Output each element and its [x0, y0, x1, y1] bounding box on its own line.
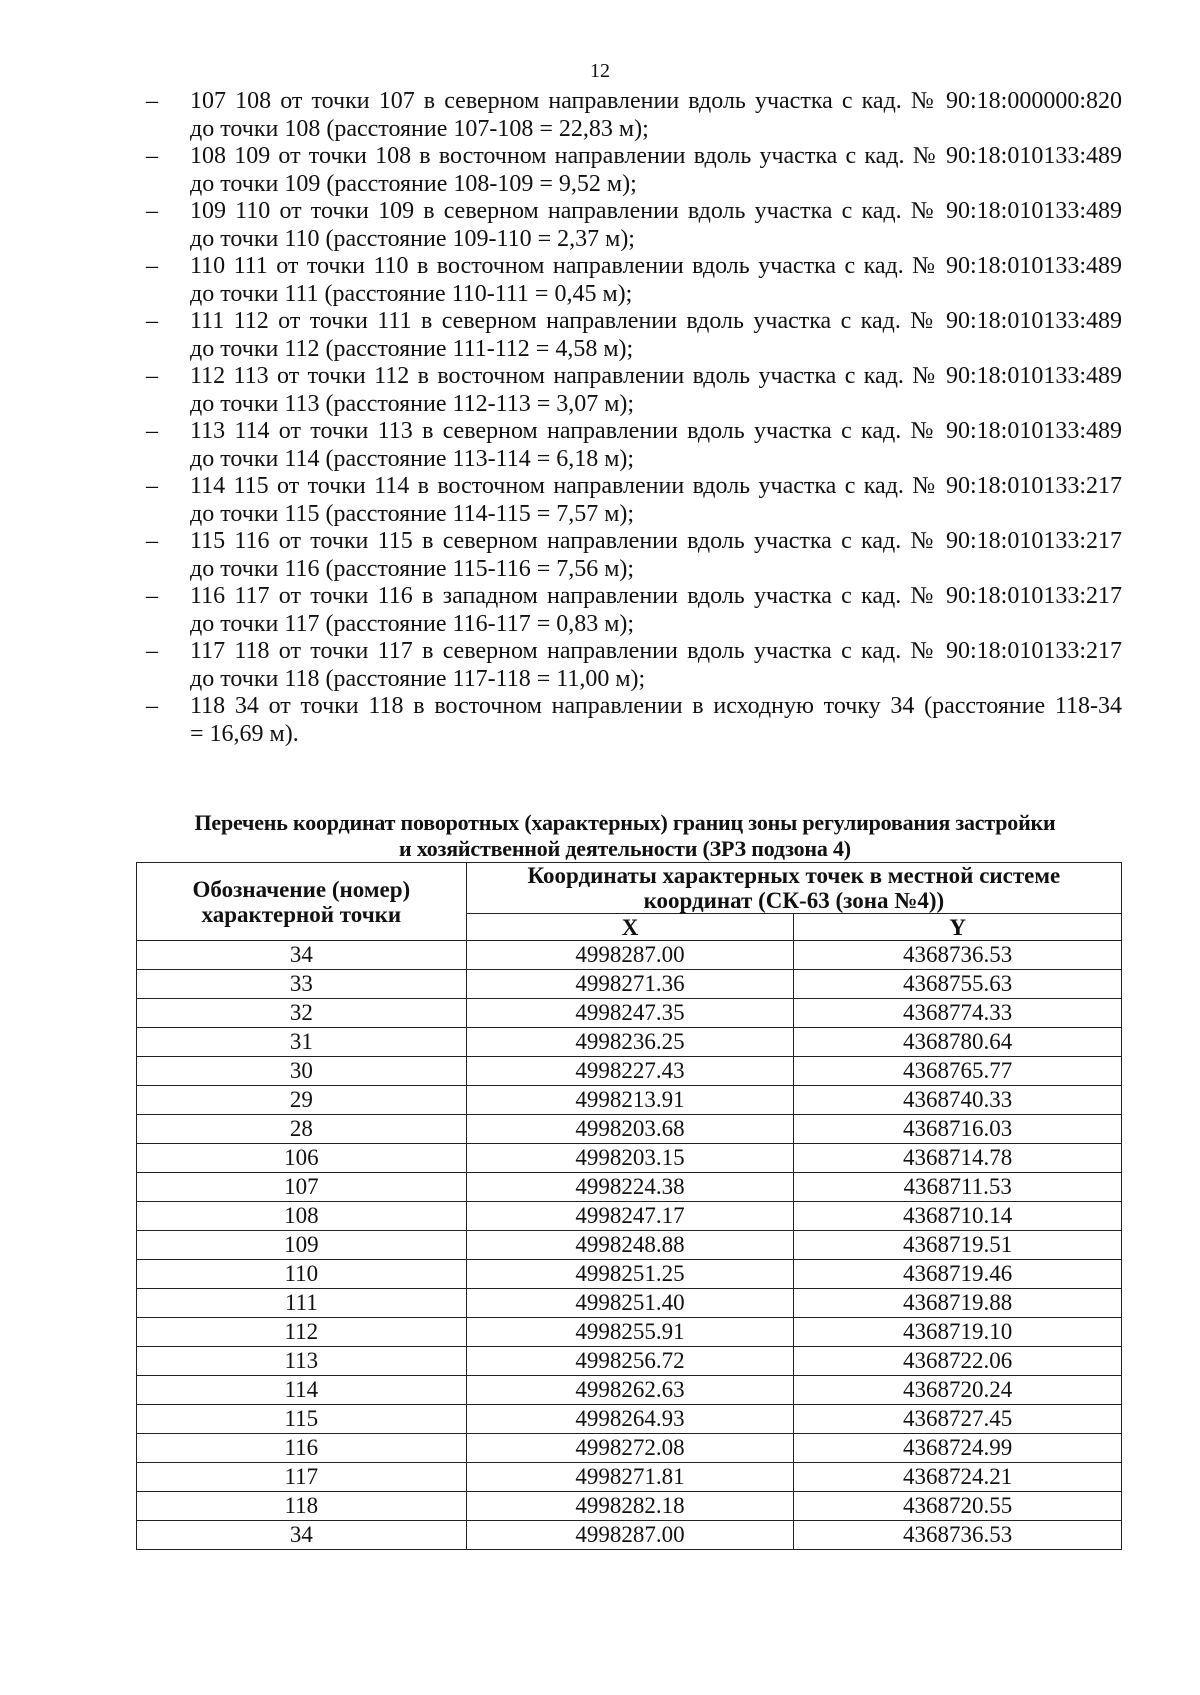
- cell-y: 4368736.53: [794, 1521, 1122, 1550]
- cell-x: 4998227.43: [466, 1057, 794, 1086]
- list-item: [146, 198, 1122, 253]
- cell-y: 4368774.33: [794, 999, 1122, 1028]
- cell-x: 4998251.25: [466, 1260, 794, 1289]
- table-row: [137, 1144, 1122, 1173]
- cell-x: 4998247.35: [466, 999, 794, 1028]
- cell-point-number: 107: [137, 1173, 467, 1202]
- table-row: [137, 1173, 1122, 1202]
- list-item: [146, 88, 1122, 143]
- cell-point-number: 116: [137, 1434, 467, 1463]
- list-dash: –: [146, 308, 158, 334]
- header-point-number: Обозначение (номер) характерной точки: [137, 863, 467, 941]
- list-item-line-2: до точки 114 (расстояние 113-114 = 6,18 м);: [190, 445, 635, 472]
- list-item-line-1: 115 116 от точки 115 в северном направлении вдоль участка с кад. № 90:18:010133:217: [190, 528, 1122, 554]
- cell-point-number: 34: [137, 1521, 467, 1550]
- list-item-line-1: 114 115 от точки 114 в восточном направлении вдоль участка с кад. № 90:18:010133:217: [190, 473, 1122, 499]
- cell-y: 4368724.99: [794, 1434, 1122, 1463]
- cell-x: 4998248.88: [466, 1231, 794, 1260]
- list-item-line-1: 109 110 от точки 109 в северном направлении вдоль участка с кад. № 90:18:010133:489: [190, 198, 1122, 224]
- list-item-line-2: до точки 118 (расстояние 117-118 = 11,00 м);: [190, 665, 646, 692]
- cell-x: 4998287.00: [466, 941, 794, 970]
- cell-x: 4998247.17: [466, 1202, 794, 1231]
- cell-x: 4998262.63: [466, 1376, 794, 1405]
- cell-y: 4368765.77: [794, 1057, 1122, 1086]
- cell-point-number: 33: [137, 970, 467, 999]
- cell-point-number: 109: [137, 1231, 467, 1260]
- cell-y: 4368716.03: [794, 1115, 1122, 1144]
- list-item: [146, 363, 1122, 418]
- list-item-line-1: 117 118 от точки 117 в северном направлении вдоль участка с кад. № 90:18:010133:217: [190, 638, 1122, 664]
- cell-point-number: 113: [137, 1347, 467, 1376]
- list-item: [146, 528, 1122, 583]
- list-item: [146, 583, 1122, 638]
- cell-y: 4368722.06: [794, 1347, 1122, 1376]
- table-row: [137, 1434, 1122, 1463]
- list-item-line-1: 111 112 от точки 111 в северном направлении вдоль участка с кад. № 90:18:010133:489: [190, 308, 1122, 334]
- list-item-line-2: до точки 108 (расстояние 107-108 = 22,83 м);: [190, 115, 649, 142]
- cell-x: 4998213.91: [466, 1086, 794, 1115]
- cell-x: 4998264.93: [466, 1405, 794, 1434]
- coordinates-table: [136, 862, 1122, 1550]
- list-item-line-2: до точки 116 (расстояние 115-116 = 7,56 м);: [190, 555, 635, 582]
- table-row: [137, 1405, 1122, 1434]
- cell-x: 4998203.68: [466, 1115, 794, 1144]
- cell-point-number: 117: [137, 1463, 467, 1492]
- table-row: [137, 1463, 1122, 1492]
- table-title-line-2: и хозяйственной деятельности (ЗРЗ подзона 4): [399, 836, 851, 861]
- list-item-line-1: 107 108 от точки 107 в северном направлении вдоль участка с кад. № 90:18:000000:820: [190, 88, 1122, 114]
- list-dash: –: [146, 418, 158, 444]
- list-item: [146, 418, 1122, 473]
- list-dash: –: [146, 473, 158, 499]
- cell-x: 4998251.40: [466, 1289, 794, 1318]
- list-item-line-2: до точки 111 (расстояние 110-111 = 0,45 м);: [190, 280, 633, 307]
- cell-point-number: 110: [137, 1260, 467, 1289]
- list-item-line-2: до точки 117 (расстояние 116-117 = 0,83 м);: [190, 610, 635, 637]
- header-coordinates: Координаты характерных точек в местной системе координат (СК-63 (зона №4)): [466, 863, 1121, 914]
- list-item: [146, 638, 1122, 693]
- table-row: [137, 1202, 1122, 1231]
- cell-point-number: 115: [137, 1405, 467, 1434]
- cell-point-number: 111: [137, 1289, 467, 1318]
- list-dash: –: [146, 693, 158, 719]
- cell-point-number: 29: [137, 1086, 467, 1115]
- cell-point-number: 114: [137, 1376, 467, 1405]
- list-item-line-2: до точки 109 (расстояние 108-109 = 9,52 м);: [190, 170, 637, 197]
- list-item-line-1: 116 117 от точки 116 в западном направлении вдоль участка с кад. № 90:18:010133:217: [190, 583, 1122, 609]
- cell-point-number: 34: [137, 941, 467, 970]
- list-item-line-2: до точки 112 (расстояние 111-112 = 4,58 м);: [190, 335, 634, 362]
- cell-y: 4368720.24: [794, 1376, 1122, 1405]
- cell-y: 4368711.53: [794, 1173, 1122, 1202]
- list-item: [146, 253, 1122, 308]
- list-dash: –: [146, 583, 158, 609]
- cell-point-number: 106: [137, 1144, 467, 1173]
- list-item-line-1: 112 113 от точки 112 в восточном направлении вдоль участка с кад. № 90:18:010133:489: [190, 363, 1122, 389]
- cell-point-number: 31: [137, 1028, 467, 1057]
- table-row: [137, 1086, 1122, 1115]
- cell-x: 4998255.91: [466, 1318, 794, 1347]
- cell-y: 4368719.46: [794, 1260, 1122, 1289]
- table-title: [126, 810, 1124, 862]
- list-dash: –: [146, 528, 158, 554]
- table-row: [137, 1231, 1122, 1260]
- cell-y: 4368714.78: [794, 1144, 1122, 1173]
- table-row: [137, 1260, 1122, 1289]
- table-row: [137, 970, 1122, 999]
- cell-point-number: 28: [137, 1115, 467, 1144]
- list-dash: –: [146, 143, 158, 169]
- cell-y: 4368719.10: [794, 1318, 1122, 1347]
- cell-x: 4998272.08: [466, 1434, 794, 1463]
- cell-x: 4998236.25: [466, 1028, 794, 1057]
- table-row: [137, 999, 1122, 1028]
- table-row: [137, 941, 1122, 970]
- table-row: [137, 1115, 1122, 1144]
- page-number: 12: [590, 60, 610, 82]
- list-item-line-1: 118 34 от точки 118 в восточном направлении в исходную точку 34 (расстояние 118-34: [190, 693, 1122, 719]
- cell-x: 4998224.38: [466, 1173, 794, 1202]
- table-row: [137, 1521, 1122, 1550]
- table-row: [137, 1057, 1122, 1086]
- cell-x: 4998287.00: [466, 1521, 794, 1550]
- cell-point-number: 118: [137, 1492, 467, 1521]
- header-y: Y: [794, 914, 1122, 941]
- cell-y: 4368719.88: [794, 1289, 1122, 1318]
- cell-point-number: 32: [137, 999, 467, 1028]
- table-row: [137, 1492, 1122, 1521]
- cell-point-number: 108: [137, 1202, 467, 1231]
- cell-x: 4998203.15: [466, 1144, 794, 1173]
- table-row: [137, 1289, 1122, 1318]
- list-dash: –: [146, 363, 158, 389]
- list-item-line-2: до точки 115 (расстояние 114-115 = 7,57 м);: [190, 500, 635, 527]
- table-row: [137, 1376, 1122, 1405]
- cell-x: 4998282.18: [466, 1492, 794, 1521]
- list-item-line-2: до точки 110 (расстояние 109-110 = 2,37 м);: [190, 225, 635, 252]
- cell-y: 4368720.55: [794, 1492, 1122, 1521]
- list-item-line-1: 110 111 от точки 110 в восточном направлении вдоль участка с кад. № 90:18:010133:489: [190, 253, 1122, 279]
- list-dash: –: [146, 198, 158, 224]
- cell-x: 4998271.36: [466, 970, 794, 999]
- list-item: [146, 308, 1122, 363]
- list-item-line-1: 113 114 от точки 113 в северном направлении вдоль участка с кад. № 90:18:010133:489: [190, 418, 1122, 444]
- cell-x: 4998256.72: [466, 1347, 794, 1376]
- table-row: [137, 1318, 1122, 1347]
- cell-x: 4998271.81: [466, 1463, 794, 1492]
- boundary-description-list: [146, 88, 1122, 748]
- table-row: [137, 1028, 1122, 1057]
- cell-point-number: 112: [137, 1318, 467, 1347]
- list-dash: –: [146, 253, 158, 279]
- cell-y: 4368710.14: [794, 1202, 1122, 1231]
- cell-y: 4368740.33: [794, 1086, 1122, 1115]
- list-item: [146, 693, 1122, 748]
- cell-y: 4368724.21: [794, 1463, 1122, 1492]
- table-title-line-1: Перечень координат поворотных (характерных) границ зоны регулирования застройки: [194, 810, 1056, 835]
- list-item: [146, 143, 1122, 198]
- cell-y: 4368736.53: [794, 941, 1122, 970]
- cell-y: 4368727.45: [794, 1405, 1122, 1434]
- cell-y: 4368780.64: [794, 1028, 1122, 1057]
- list-item-line-2: до точки 113 (расстояние 112-113 = 3,07 м);: [190, 390, 635, 417]
- table-row: [137, 1347, 1122, 1376]
- list-item-line-1: 108 109 от точки 108 в восточном направлении вдоль участка с кад. № 90:18:010133:489: [190, 143, 1122, 169]
- list-item: [146, 473, 1122, 528]
- list-dash: –: [146, 638, 158, 664]
- list-item-line-2: = 16,69 м).: [190, 720, 299, 747]
- list-dash: –: [146, 88, 158, 114]
- cell-point-number: 30: [137, 1057, 467, 1086]
- cell-y: 4368755.63: [794, 970, 1122, 999]
- header-x: X: [466, 914, 794, 941]
- cell-y: 4368719.51: [794, 1231, 1122, 1260]
